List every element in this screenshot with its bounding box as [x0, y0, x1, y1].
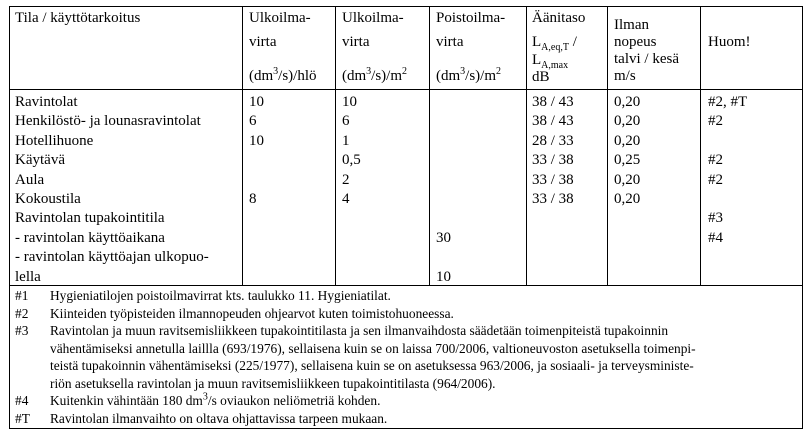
cell-supply-m2: 0,5: [342, 152, 361, 169]
column-divider: [607, 7, 608, 286]
column-divider: [429, 7, 430, 286]
footnote-text: Ravintolan ja muun ravitsemisliikkeen tupakointitilasta ja sen ilmanvaihdosta säädetään toimenpiteistä tupakoinnin: [50, 323, 669, 338]
cell-supply-m2: 10: [342, 94, 357, 110]
cell-supply-m2: 2: [342, 171, 350, 188]
header-space-use: Tila / käyttötarkoitus: [15, 10, 141, 26]
cell-per-person: 6: [249, 113, 257, 130]
cell-per-person: 10: [249, 132, 264, 149]
cell-per-person: 8: [249, 191, 257, 207]
cell-supply-m2: 6: [342, 113, 350, 130]
footnote-key: #4: [15, 393, 29, 408]
cell-note: #4: [708, 229, 723, 246]
header-supply-per-person-l1: Ulkoilma-: [249, 10, 311, 26]
cell-exhaust-m2: 10: [436, 268, 451, 285]
cell-speed: 0,20: [614, 171, 641, 188]
cell-sound: 28 / 33: [532, 132, 574, 149]
header-supply-per-person-l2: virta: [249, 34, 277, 50]
footnote-text: vähentämiseksi annetulla laillla (693/1976), sellaisena kuin se on laissa 700/2006, valtioneuvoston asetuksella toimenpi-: [50, 340, 696, 356]
header-air-speed-l2: nopeus: [614, 34, 657, 50]
footnote-key: #1: [15, 288, 29, 303]
header-notes: Huom!: [708, 34, 751, 50]
cell-name: Kokoustila: [15, 191, 81, 207]
header-supply-per-m2-l2: virta: [342, 34, 370, 50]
header-sound-level-l1: Äänitaso: [532, 10, 586, 26]
cell-note: #2, #T: [708, 94, 748, 110]
cell-sound: 33 / 38: [532, 191, 574, 207]
cell-note: #2: [708, 171, 723, 188]
header-exhaust-per-m2-unit: $(dm^3/s)/m^2$: [436, 66, 502, 84]
header-supply-per-m2-unit: $(dm^3/s)/m^2$: [342, 66, 408, 84]
header-sound-level-l3: $L_{A,max}$: [532, 52, 569, 71]
cell-name: Aula: [15, 171, 45, 188]
column-divider: [700, 7, 701, 286]
body-divider: [10, 285, 802, 286]
cell-exhaust-m2: 30: [436, 229, 451, 246]
cell-note: #2: [708, 113, 723, 130]
header-exhaust-per-m2-l1: Poistoilma-: [436, 10, 506, 26]
footnote-key: #2: [15, 305, 29, 321]
cell-speed: 0,20: [614, 113, 641, 130]
cell-name: Henkilöstö- ja lounasravintolat: [15, 113, 201, 130]
header-supply-per-person-unit: $(dm^3/s)$/hlö: [249, 66, 317, 84]
cell-sound: 38 / 43: [532, 113, 574, 130]
column-divider: [526, 7, 527, 286]
column-divider: [335, 7, 336, 286]
cell-note: #3: [708, 210, 723, 227]
cell-name: - ravintolan käyttöaikana: [15, 229, 165, 246]
header-exhaust-per-m2-l2: virta: [436, 34, 464, 50]
footnote-text: Hygieniatilojen poistoilmavirrat kts. taulukko 11. Hygieniatilat.: [50, 288, 391, 303]
cell-name: - ravintolan käyttöajan ulkopuo-: [15, 249, 209, 266]
footnote-key: #3: [15, 323, 29, 338]
cell-speed: 0,20: [614, 132, 641, 149]
cell-speed: 0,25: [614, 152, 641, 169]
cell-name: Käytävä: [15, 152, 65, 169]
cell-supply-m2: 1: [342, 132, 350, 149]
header-air-speed-l3: talvi / kesä: [614, 51, 679, 67]
header-air-speed-l1: Ilman: [614, 17, 649, 33]
cell-note: #2: [708, 152, 723, 169]
cell-name: lella: [15, 268, 41, 285]
column-divider: [242, 7, 243, 286]
cell-name: Ravintolan tupakointitila: [15, 210, 165, 227]
cell-supply-m2: 4: [342, 191, 350, 207]
footnote-text: riön asetuksella ravintolan ja muun ravitsemisliikkeen tupakointitilasta (964/2006).: [50, 375, 496, 391]
header-air-speed-unit: m/s: [614, 68, 636, 84]
cell-name: Hotellihuone: [15, 132, 94, 149]
cell-per-person: 10: [249, 94, 264, 110]
cell-sound: 33 / 38: [532, 152, 574, 169]
header-divider: [10, 89, 802, 90]
header-sound-level-unit: dB: [532, 69, 550, 85]
header-supply-per-m2-l1: Ulkoilma-: [342, 10, 404, 26]
cell-speed: 0,20: [614, 191, 641, 207]
header-sound-level-l2: $L_{A,eq,T}$ /: [532, 34, 577, 53]
footnote-text: teistä tupakoinnin vähentämiseksi (225/1977), sellaisena kuin se on asetuksessa 963/2006, ja sosiaali- ja terveysministe-: [50, 358, 694, 373]
cell-sound: 33 / 38: [532, 171, 574, 188]
footnote-key: #T: [15, 410, 30, 426]
footnote-text: Kuitenkin vähintään 180 $dm^3/s$ oviaukon neliömetriä kohden.: [50, 391, 381, 408]
footnote-text: Ravintolan ilmanvaihto on oltava ohjattavissa tarpeen mukaan.: [50, 410, 388, 426]
cell-sound: 38 / 43: [532, 94, 574, 110]
ventilation-table: [9, 6, 803, 429]
footnote-text: Kiinteiden työpisteiden ilmannopeuden ohjearvot kuten toimistohuoneessa.: [50, 305, 454, 321]
cell-name: Ravintolat: [15, 94, 78, 110]
cell-speed: 0,20: [614, 94, 641, 110]
